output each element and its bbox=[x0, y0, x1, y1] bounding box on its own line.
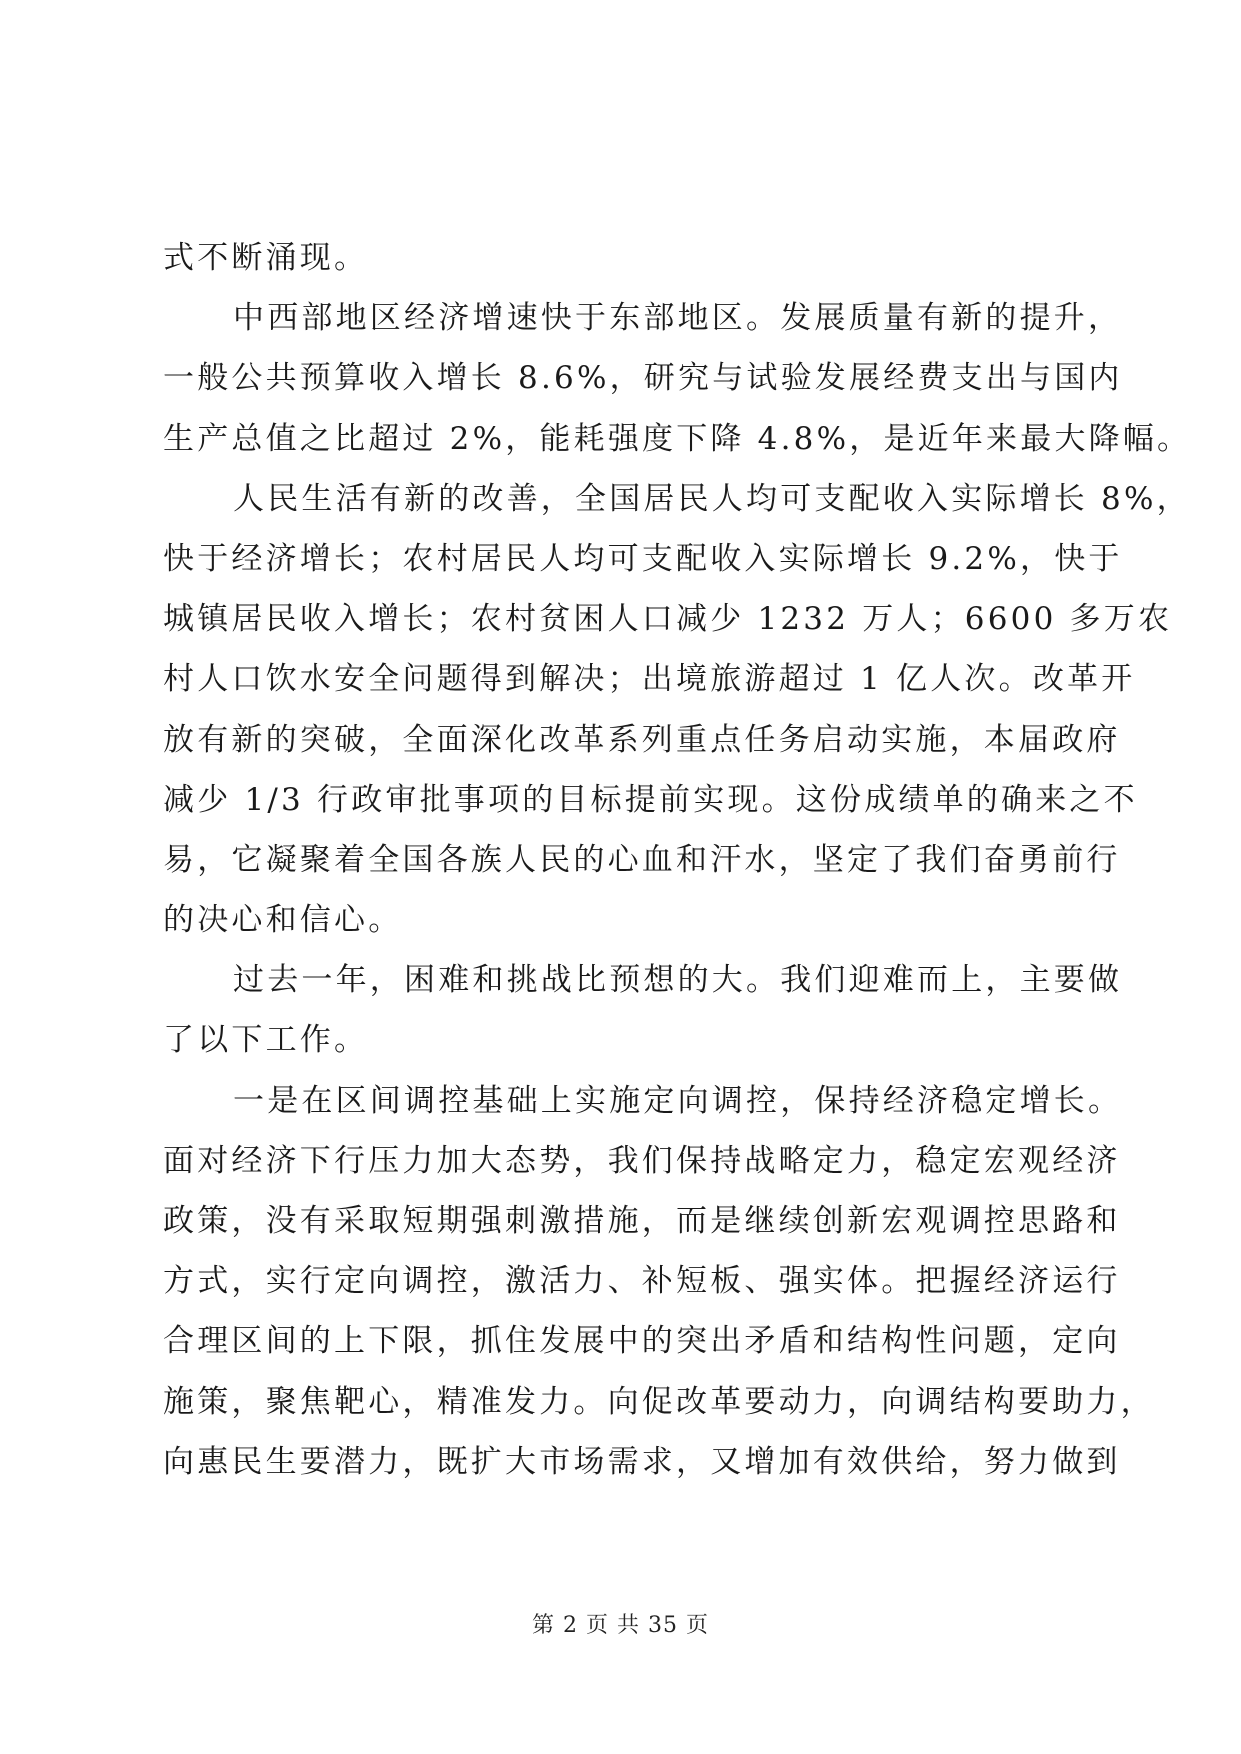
text-line: 方式，实行定向调控，激活力、补短板、强实体。把握经济运行 bbox=[163, 1263, 1121, 1300]
text-line: 城镇居民收入增长；农村贫困人口减少 1232 万人；6600 多万农 bbox=[163, 601, 1173, 638]
text-line: 一是在区间调控基础上实施定向调控，保持经济稳定增长。 bbox=[233, 1082, 1123, 1119]
text-line: 合理区间的上下限，抓住发展中的突出矛盾和结构性问题，定向 bbox=[163, 1323, 1121, 1360]
body-text bbox=[163, 228, 1192, 1492]
text-line: 施策，聚焦靶心，精准发力。向促改革要动力，向调结构要助力， bbox=[163, 1383, 1155, 1420]
text-line: 一般公共预算收入增长 8.6%，研究与试验发展经费支出与国内 bbox=[163, 360, 1123, 397]
text-line: 政策，没有采取短期强刺激措施，而是继续创新宏观调控思路和 bbox=[163, 1203, 1121, 1239]
text-line: 过去一年，困难和挑战比预想的大。我们迎难而上，主要做 bbox=[233, 962, 1123, 999]
text-line: 的决心和信心。 bbox=[163, 902, 403, 939]
text-line: 式不断涌现。 bbox=[163, 240, 369, 276]
text-line: 易，它凝聚着全国各族人民的心血和汗水，坚定了我们奋勇前行 bbox=[163, 841, 1121, 878]
text-line: 减少 1/3 行政审批事项的目标提前实现。这份成绩单的确来之不 bbox=[163, 781, 1138, 818]
text-line: 向惠民生要潜力，既扩大市场需求，又增加有效供给，努力做到 bbox=[163, 1443, 1121, 1480]
text-line: 快于经济增长；农村居民人均可支配收入实际增长 9.2%，快于 bbox=[163, 540, 1123, 577]
text-line: 放有新的突破，全面深化改革系列重点任务启动实施，本届政府 bbox=[163, 721, 1121, 758]
text-line: 了以下工作。 bbox=[163, 1022, 369, 1059]
text-line: 人民生活有新的改善，全国居民人均可支配收入实际增长 8%， bbox=[233, 480, 1191, 517]
text-line: 村人口饮水安全问题得到解决；出境旅游超过 1 亿人次。改革开 bbox=[163, 661, 1136, 698]
page-footer: 第 2 页 共 35 页 bbox=[532, 1613, 709, 1638]
text-line: 中西部地区经济增速快于东部地区。发展质量有新的提升， bbox=[233, 300, 1123, 337]
text-line: 面对经济下行压力加大态势，我们保持战略定力，稳定宏观经济 bbox=[163, 1142, 1121, 1179]
text-line: 生产总值之比超过 2%，能耗强度下降 4.8%，是近年来最大降幅。 bbox=[163, 420, 1192, 457]
